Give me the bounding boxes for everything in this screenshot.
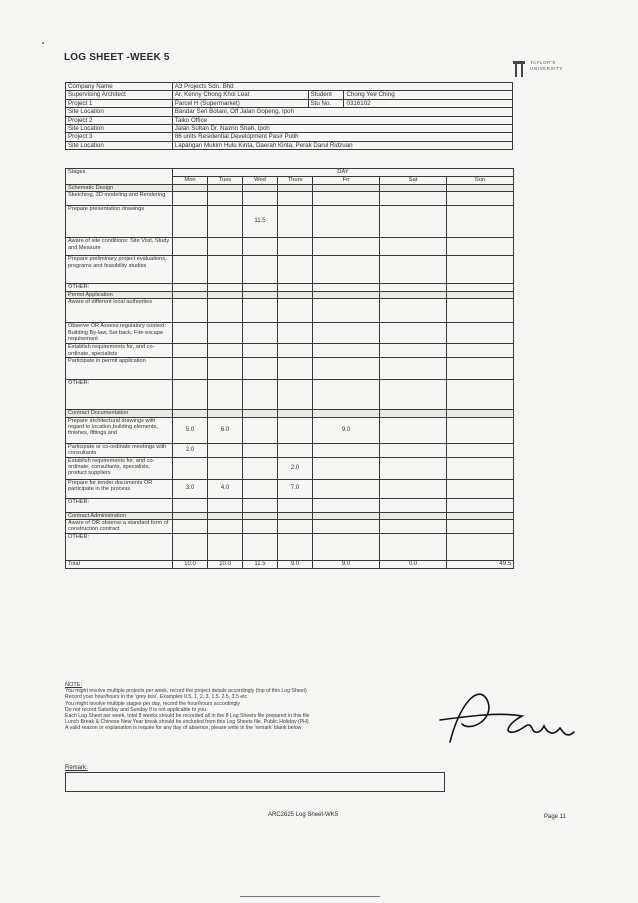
hours-cell: [208, 410, 243, 417]
hours-cell: [447, 512, 514, 519]
hours-cell[interactable]: [278, 380, 313, 410]
hours-cell[interactable]: [278, 417, 313, 443]
student-label: Student: [308, 91, 344, 99]
hours-cell[interactable]: [313, 344, 380, 358]
hours-cell: [243, 291, 278, 298]
stage-label: Prepare architectural drawings with regard to location,building elements, finishes, fittings and: [66, 417, 173, 443]
hours-cell[interactable]: [380, 256, 447, 284]
hours-cell[interactable]: 7.0: [278, 479, 313, 498]
site-1-value: Bandar Seri Botani, Off Jalan Gopeng, Ipoh: [172, 108, 512, 116]
hours-cell[interactable]: [380, 284, 447, 291]
hours-cell[interactable]: [208, 299, 243, 323]
hours-cell[interactable]: [173, 323, 208, 344]
hours-cell[interactable]: [278, 256, 313, 284]
log-row: [66, 358, 514, 380]
signature-icon: [410, 672, 580, 762]
log-row: [66, 323, 514, 344]
hours-cell[interactable]: [243, 344, 278, 358]
hours-cell[interactable]: [313, 323, 380, 344]
hours-cell: [243, 185, 278, 192]
remark-label: Remark:: [65, 765, 88, 771]
hours-cell[interactable]: [243, 380, 278, 410]
stage-label: Prepare presentation drawings: [66, 206, 173, 238]
supervising-architect-value: Ar. Kenny Chong Khoi Leat: [172, 91, 308, 99]
hours-cell: [313, 185, 380, 192]
log-row: [66, 512, 514, 519]
hours-cell[interactable]: [173, 344, 208, 358]
hours-cell[interactable]: [208, 380, 243, 410]
stage-section-label: Contract Documentation: [66, 410, 173, 417]
hours-cell[interactable]: [278, 299, 313, 323]
total-cell: 10.0: [173, 561, 208, 569]
hours-cell[interactable]: [173, 498, 208, 512]
logo-mark-icon: [512, 60, 526, 78]
site-3-value: Lapangan Mukim Hulu Kinta, Daerah Kinta, Perak Darul Ridzuan: [172, 141, 512, 149]
hours-cell: [208, 185, 243, 192]
hours-cell: [208, 512, 243, 519]
hours-cell[interactable]: [278, 284, 313, 291]
stage-section-label: Contract Administration: [66, 512, 173, 519]
hours-cell[interactable]: [447, 380, 514, 410]
log-row: [66, 344, 514, 358]
hours-cell[interactable]: 11.5: [243, 206, 278, 238]
hours-cell[interactable]: 5.0: [173, 417, 208, 443]
hours-cell[interactable]: [313, 238, 380, 256]
note-line: Do not record Saturday and Sunday if is not applicable to you: [65, 706, 207, 713]
hours-cell[interactable]: [208, 534, 243, 561]
stage-label: Prepare for tender documents OR participate in the process: [66, 479, 173, 498]
project-2-label: Project 2: [66, 116, 173, 124]
hours-cell[interactable]: [313, 284, 380, 291]
hours-cell[interactable]: [243, 192, 278, 206]
hours-cell: [447, 410, 514, 417]
hours-cell: [173, 512, 208, 519]
hours-cell[interactable]: [447, 323, 514, 344]
hours-cell[interactable]: [380, 417, 447, 443]
stage-label: Participate or co-ordinate meetings with consultants: [66, 443, 173, 457]
stage-label: Aware of different local authorities: [66, 299, 173, 323]
hours-cell[interactable]: [208, 323, 243, 344]
day-header-sun: Sun: [447, 177, 514, 185]
site-2-label: Site Location: [66, 124, 173, 132]
stage-label: Observe OR Assess regulatory context: Building By-law, Set back, Fire escape requirement: [66, 323, 173, 344]
hours-cell[interactable]: [208, 284, 243, 291]
hours-cell[interactable]: [278, 344, 313, 358]
hours-cell[interactable]: [208, 498, 243, 512]
hours-cell[interactable]: [278, 206, 313, 238]
hours-cell[interactable]: 6.0: [208, 417, 243, 443]
stage-section-label: Schematic Design: [66, 185, 173, 192]
total-cell: 11.5: [243, 561, 278, 569]
hours-cell[interactable]: [380, 238, 447, 256]
hours-cell[interactable]: [243, 299, 278, 323]
hours-cell[interactable]: [447, 238, 514, 256]
hours-cell[interactable]: [243, 256, 278, 284]
hours-cell[interactable]: [313, 498, 380, 512]
stage-label: Establish requirements for, and co-ordinate, consultants, specialists, product suppliers: [66, 457, 173, 479]
student-value: Chong Yee Ching: [344, 91, 513, 99]
log-row: [66, 479, 514, 498]
hours-cell[interactable]: [243, 457, 278, 479]
hours-cell: [447, 185, 514, 192]
hours-cell[interactable]: [243, 498, 278, 512]
hours-cell[interactable]: [208, 256, 243, 284]
hours-cell[interactable]: [243, 417, 278, 443]
hours-cell[interactable]: [278, 520, 313, 534]
hours-cell[interactable]: 4.0: [208, 479, 243, 498]
hours-cell[interactable]: [447, 534, 514, 561]
hours-cell[interactable]: [208, 358, 243, 380]
log-row: [66, 238, 514, 256]
note-line: Each Log Sheet per week, total 8 weeks should be recorded all in the 8 Log Sheets file prepared in this file: [65, 713, 310, 720]
project-3-value: 86 units Residential Development Pasir Putih: [172, 133, 512, 141]
stage-label: OTHER:: [66, 284, 173, 291]
hours-cell: [243, 410, 278, 417]
hours-cell[interactable]: [380, 323, 447, 344]
hours-cell[interactable]: [173, 534, 208, 561]
day-header-sat: Sat: [380, 177, 447, 185]
note-line: You might involve multiple projects per week, record the project details accordingly (top of this Log Sheet): [65, 688, 307, 695]
site-1-label: Site Location: [66, 108, 173, 116]
hours-log-table: [65, 168, 514, 569]
stage-label: Aware of site conditions: Site Visit, Study and Measure: [66, 238, 173, 256]
hours-cell[interactable]: [380, 479, 447, 498]
hours-cell[interactable]: [243, 284, 278, 291]
hours-cell[interactable]: [380, 534, 447, 561]
log-row: [66, 410, 514, 417]
hours-cell[interactable]: [208, 443, 243, 457]
hours-cell[interactable]: [278, 443, 313, 457]
company-name-label: Company Name: [66, 83, 173, 91]
hours-cell[interactable]: [173, 457, 208, 479]
log-row: [66, 192, 514, 206]
hours-cell: [313, 410, 380, 417]
project-2-value: Taiko Office: [172, 116, 512, 124]
hours-cell[interactable]: [313, 443, 380, 457]
hours-cell: [380, 291, 447, 298]
day-header-wed: Wed: [243, 177, 278, 185]
log-row: [66, 498, 514, 512]
project-3-label: Project 3: [66, 133, 173, 141]
hours-cell: [380, 410, 447, 417]
hours-cell: [380, 512, 447, 519]
hours-cell[interactable]: [173, 358, 208, 380]
total-cell: 10.0: [208, 561, 243, 569]
hours-cell[interactable]: [278, 238, 313, 256]
stage-label: OTHER:: [66, 380, 173, 410]
stages-header: Stages: [66, 169, 173, 185]
hours-cell[interactable]: [447, 443, 514, 457]
hours-cell[interactable]: [208, 520, 243, 534]
log-row: [66, 291, 514, 298]
stage-label: Sketching, 3D modeling and Rendering: [66, 192, 173, 206]
hours-cell[interactable]: [447, 192, 514, 206]
hours-cell: [173, 410, 208, 417]
hours-cell: [278, 410, 313, 417]
hours-cell[interactable]: [447, 457, 514, 479]
total-cell: 49.5: [447, 561, 514, 569]
note-line: A valid reason or explanation is require for any day of absence, please write in the 'remark' blank below: [65, 725, 302, 732]
day-header: DAY: [173, 169, 514, 177]
hours-cell[interactable]: [243, 520, 278, 534]
hours-cell[interactable]: [243, 238, 278, 256]
hours-cell[interactable]: [173, 238, 208, 256]
hours-cell[interactable]: [313, 192, 380, 206]
stu-no-value: 0316102: [344, 99, 513, 107]
hours-cell[interactable]: [380, 299, 447, 323]
project-1-value: Parcel H (Supermarket): [172, 99, 308, 107]
stage-label: Participate in permit application: [66, 358, 173, 380]
hours-cell: [380, 185, 447, 192]
hours-cell[interactable]: [313, 479, 380, 498]
hours-cell: [313, 291, 380, 298]
logo-line-1: TAYLOR'S: [530, 60, 556, 65]
hours-cell[interactable]: [208, 457, 243, 479]
hours-cell[interactable]: [208, 206, 243, 238]
log-row: [66, 284, 514, 291]
stage-label: OTHER:: [66, 534, 173, 561]
log-row: [66, 256, 514, 284]
hours-cell[interactable]: [447, 206, 514, 238]
hours-cell[interactable]: [447, 344, 514, 358]
hours-cell[interactable]: [173, 380, 208, 410]
total-row: [66, 561, 514, 569]
day-header-thurs: Thurs: [278, 177, 313, 185]
hours-cell[interactable]: 3.0: [173, 479, 208, 498]
hours-cell[interactable]: [313, 457, 380, 479]
footer-label: ARC2625 Log Sheet-WK5: [268, 812, 339, 818]
hours-cell[interactable]: [380, 457, 447, 479]
log-row: [66, 380, 514, 410]
hours-cell: [243, 512, 278, 519]
hours-cell[interactable]: [243, 443, 278, 457]
hours-cell[interactable]: [380, 206, 447, 238]
log-row: [66, 534, 514, 561]
stage-section-label: Permit Application: [66, 291, 173, 298]
day-header-tues: Tues: [208, 177, 243, 185]
note-line: Lunch Break & Chinese New Year break should be excluded from this Log Sheets file. Public Holiday (PH): [65, 719, 309, 726]
hours-cell[interactable]: [447, 299, 514, 323]
log-row: [66, 206, 514, 238]
project-1-label: Project 1: [66, 99, 173, 107]
hours-cell[interactable]: 2.0: [278, 457, 313, 479]
hours-cell[interactable]: [278, 534, 313, 561]
hours-cell[interactable]: [278, 323, 313, 344]
hours-cell[interactable]: [173, 256, 208, 284]
hours-cell[interactable]: [173, 206, 208, 238]
university-logo: [512, 58, 582, 82]
remark-box[interactable]: [65, 772, 445, 792]
hours-cell[interactable]: [380, 380, 447, 410]
hours-cell[interactable]: [313, 299, 380, 323]
hours-cell[interactable]: [380, 498, 447, 512]
hours-cell[interactable]: [173, 299, 208, 323]
hours-cell: [313, 512, 380, 519]
hours-cell[interactable]: [173, 192, 208, 206]
page-title: LOG SHEET -WEEK 5: [64, 52, 170, 63]
hours-cell: [278, 512, 313, 519]
hours-cell[interactable]: [243, 358, 278, 380]
site-2-value: Jalan Sultan Dr. Nazrin Shah, Ipoh: [172, 124, 512, 132]
logo-line-2: UNIVERSITY: [530, 66, 564, 71]
hours-cell[interactable]: [313, 534, 380, 561]
day-header-mon: Mon: [173, 177, 208, 185]
hours-cell[interactable]: [313, 380, 380, 410]
hours-cell[interactable]: [380, 358, 447, 380]
log-row: [66, 443, 514, 457]
hours-cell[interactable]: [243, 534, 278, 561]
hours-cell[interactable]: 9.0: [313, 417, 380, 443]
hours-cell: [208, 291, 243, 298]
stage-label: OTHER:: [66, 498, 173, 512]
stage-label: Establish requirements for, and co-ordinate, specialists: [66, 344, 173, 358]
notes-heading: NOTE:: [65, 682, 83, 688]
stage-label: Prepare preliminary project evaluations, programs and feasibility studies: [66, 256, 173, 284]
hours-cell[interactable]: [447, 498, 514, 512]
supervising-architect-label: Supervising Architect: [66, 91, 173, 99]
hours-cell[interactable]: [173, 520, 208, 534]
notes-block: [65, 682, 465, 732]
total-cell: 0.0: [380, 561, 447, 569]
hours-cell[interactable]: [208, 192, 243, 206]
page-number: Page 11: [544, 814, 566, 820]
note-line: Record your hour/hours in the 'grey box'. Examples 0.5, 1, 2, 3, 1.5, 2.5, 3.5 etc: [65, 694, 248, 701]
hours-cell[interactable]: [243, 479, 278, 498]
log-row: [66, 520, 514, 534]
hours-cell[interactable]: [278, 498, 313, 512]
hours-cell[interactable]: [278, 358, 313, 380]
hours-cell[interactable]: [380, 192, 447, 206]
hours-cell: [278, 185, 313, 192]
log-row: [66, 457, 514, 479]
hours-cell[interactable]: [380, 344, 447, 358]
day-header-fri: Fri: [313, 177, 380, 185]
hours-cell[interactable]: [447, 479, 514, 498]
hours-cell: [278, 291, 313, 298]
stu-no-label: Stu No.: [308, 99, 344, 107]
note-line: You might involve multiple stages per day, record the hour/hours accordingly: [65, 700, 241, 707]
company-name-value: A3 Projects Sdn. Bhd: [172, 83, 512, 91]
hours-cell[interactable]: [278, 192, 313, 206]
hours-cell[interactable]: [243, 323, 278, 344]
hours-cell[interactable]: [313, 206, 380, 238]
project-info-table: [65, 82, 513, 150]
hours-cell[interactable]: [313, 256, 380, 284]
hours-cell[interactable]: [447, 256, 514, 284]
total-label: Total: [66, 561, 173, 569]
log-row: [66, 299, 514, 323]
hours-cell[interactable]: [447, 520, 514, 534]
scan-dot: [42, 42, 44, 44]
hours-cell[interactable]: [173, 284, 208, 291]
site-3-label: Site Location: [66, 141, 173, 149]
total-cell: 9.0: [278, 561, 313, 569]
hours-cell[interactable]: [380, 443, 447, 457]
hours-cell[interactable]: [313, 358, 380, 380]
stage-label: Aware of OR observe a standard form of construction contract: [66, 520, 173, 534]
log-row: [66, 185, 514, 192]
log-row: [66, 417, 514, 443]
hours-cell[interactable]: [380, 520, 447, 534]
hours-cell[interactable]: [447, 284, 514, 291]
scan-artifact: [240, 896, 380, 897]
hours-cell: [173, 291, 208, 298]
total-cell: 9.0: [313, 561, 380, 569]
hours-cell[interactable]: 2.0: [173, 443, 208, 457]
hours-cell: [173, 185, 208, 192]
hours-cell: [447, 291, 514, 298]
hours-cell[interactable]: [208, 344, 243, 358]
hours-cell[interactable]: [447, 417, 514, 443]
hours-cell[interactable]: [208, 238, 243, 256]
logo-text: [530, 60, 563, 72]
hours-cell[interactable]: [313, 520, 380, 534]
hours-cell[interactable]: [447, 358, 514, 380]
